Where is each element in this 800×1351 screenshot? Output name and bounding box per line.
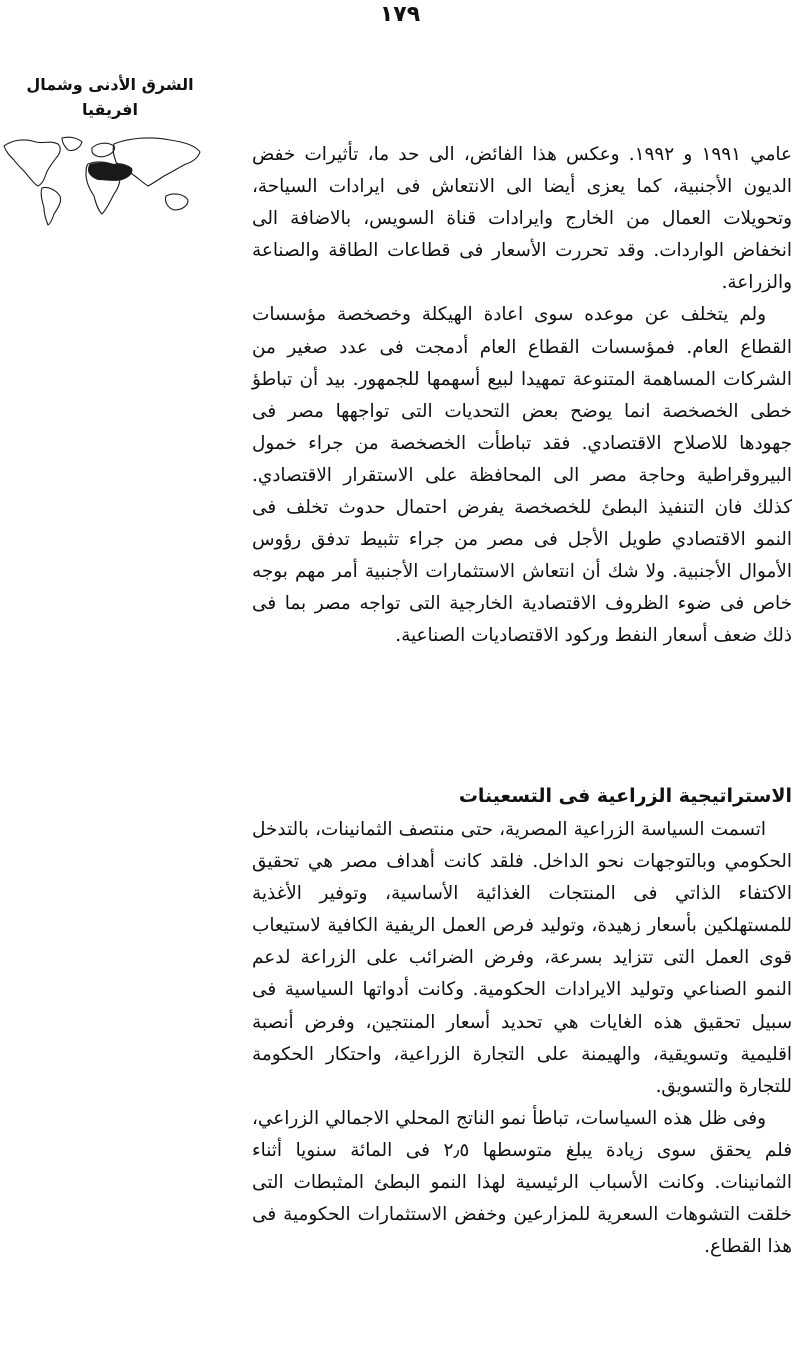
section-heading: الاستراتيجية الزراعية فى التسعينات bbox=[458, 785, 792, 807]
world-map-highlight-icon bbox=[2, 134, 202, 226]
greenland-outline bbox=[62, 137, 82, 150]
paragraph-4: وفى ظل هذه السياسات، تباطأ نمو الناتج المحلي الاجمالي الزراعي، فلم يحقق سوى زيادة يبلغ متوسطها ٢٫٥ فى المائة سنويا أثناء الثمانينات. وكانت الأسباب الرئيسية لهذا النمو البطئ المثبطات التى خلقت التشوهات السعرية للمزارعين وخفض الاستثمارات الحكومية فى هذا القطاع. bbox=[252, 1107, 793, 1258]
paragraph-3: اتسمت السياسة الزراعية المصرية، حتى منتصف الثمانينات، بالتدخل الحكومي وبالتوجهات نحو الداخل. فلقد كانت أهداف مصر هي تحقيق الاكتفاء الذاتي فى المنتجات الغذائية الأساسية، وتوفير الأغذية للمستهلكين بأسعار زهيدة، وتوليد فرص العمل الريفية الكافية لاستيعاب قوى العمل التى تتزايد بسرعة، وفرض الضرائب على الزراعة لدعم النمو الصناعي وتوليد الايرادات الحكومية. وكانت أدواتها السياسية فى سبيل تحقيق هذه الغايات هي تحديد أسعار المنتجين، وفرض أنصبة اقليمية وتسويقية، والهيمنة على التجارة الزراعية، واحتكار الحكومة للتجارة والتسويق. bbox=[252, 819, 792, 1097]
paragraph-1: عامي ١٩٩١ و ١٩٩٢. وعكس هذا الفائض، الى حد ما، تأثيرات خفض الديون الأجنبية، كما يعزى أيضا الى الانتعاش فى ايرادات السياحة، وتحويلات العمال من الخارج وايرادات قناة السويس، بالاضافة الى انخفاض الواردات. وقد تحررت الأسعار فى قطاعات الطاقة والصناعة والزراعة. bbox=[252, 144, 793, 294]
region-sidebar bbox=[0, 72, 208, 226]
main-text-part-1 bbox=[252, 139, 792, 653]
continent-north-america-outline bbox=[4, 140, 60, 186]
region-title bbox=[12, 72, 208, 122]
near-east-north-africa-highlight bbox=[88, 163, 132, 181]
continent-australia-outline bbox=[165, 194, 188, 210]
paragraph-2: ولم يتخلف عن موعده سوى اعادة الهيكلة وخصخصة مؤسسات القطاع العام. فمؤسسات القطاع العام أدمجت فى عدد صغير من الشركات المساهمة المتنوعة تمهيدا لبيع أسهمها للجمهور. بيد أن تباطؤ خطى الخصخصة انما يوضح بعض التحديات التى تواجهها مصر فى جهودها للاصلاح الاقتصادي. فقد تباطأت الخصخصة من جراء خمول البيروقراطية وحاجة مصر الى المحافظة على الاستقرار الاقتصادي. كذلك فان التنفيذ البطئ للخصخصة يفرض احتمال حدوث تخلف فى النمو الاقتصادي طويل الأجل فى مصر من جراء تثبيط تدفق رؤوس الأموال الأجنبية. ولا شك أن انتعاش الاستثمارات الأجنبية أمر مهم بوجه خاص فى ضوء الظروف الاقتصادية الخارجية التى تواجه مصر بما فى ذلك ضعف أسعار النفط وركود الاقتصاديات الصناعية. bbox=[252, 304, 792, 647]
continent-europe-outline bbox=[92, 143, 115, 157]
continent-asia-outline bbox=[113, 138, 200, 186]
continent-south-america-outline bbox=[41, 187, 60, 225]
page-number: ١٧٩ bbox=[379, 2, 421, 27]
region-title-line-1: الشرق الأدنى وشمال bbox=[26, 75, 194, 94]
region-title-line-2: افريقيا bbox=[82, 100, 138, 119]
main-text-part-2 bbox=[252, 780, 792, 1263]
